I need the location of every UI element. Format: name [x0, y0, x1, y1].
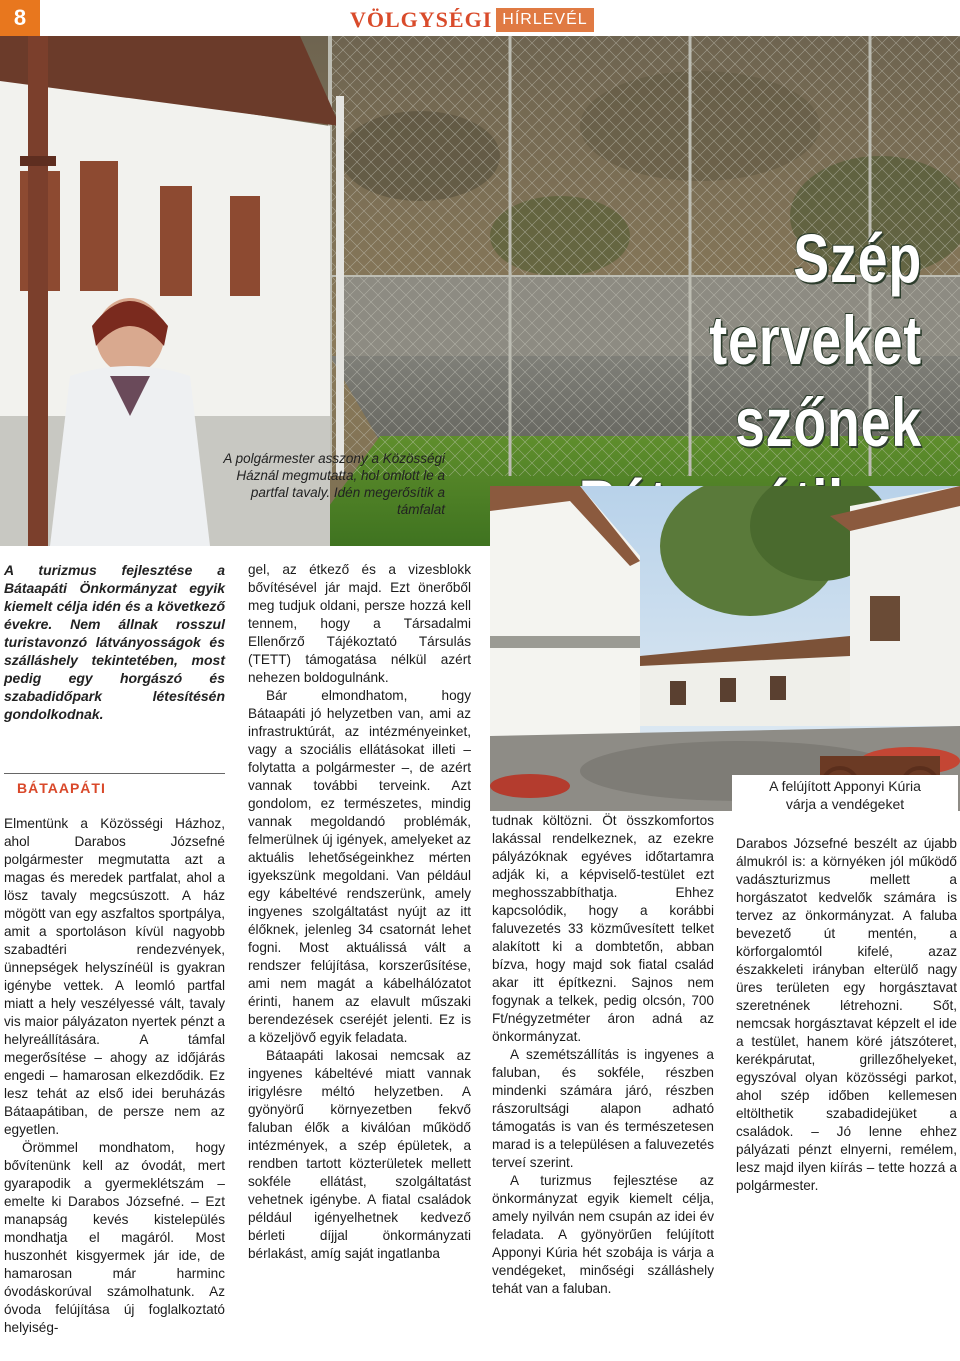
column-2 [248, 561, 471, 1263]
paragraph: gel, az étkező és a vizesblokk bővítésével jár majd. Ezt önerőből meg tudjuk oldani, persze hozzá kell tennem, hogy a Társadalmi Ellenőrző Tájékoztató Társulás (TETT) támogatása nélkül azért nehezen boldogulnánk. [248, 562, 471, 685]
column-3 [492, 812, 714, 1298]
column-1 [4, 815, 225, 1337]
headline: Szép terveket szőnek [709, 220, 922, 461]
photo-caption-right: A felújított Apponyi Kúria várja a vendégeket [732, 775, 958, 813]
manor-photo [490, 486, 960, 811]
paragraph: Darabos Józsefné beszélt az újabb álmukról is: a környéken jól működő vadászturizmus mellett a horgászatot kedvelők számára is tervez az önkormányzat. A faluba bevezető út mentén, a körforgalomtól kifelé, azaz északkeleti irányban elterülő nagy üres területen egy horgásztavat szeretnének létrehozni. Sőt, nemcsak horgásztavat képzelt el ide a testület, hanem köré játszóteret, kerékpárutat, grillezőhelyeket, egyszóval olyan közösségi parkot, ahol szép időben kellemesen eltölthetik szabadidejüket a családok. – Jó lenne ehhez pályázati pénzt elnyerni, remélem, lesz majd ilyen kiírás – tette hozzá a polgármester. [736, 836, 957, 1193]
masthead-subtitle: HÍRLEVÉL [496, 8, 593, 32]
lead-paragraph: A turizmus fejlesztése a Bátaapáti Önkormányzat egyik kiemelt célja idén és a következő évekre. Nem állnak rosszul turistavonzó látványosságok és szálláshely tekintetében, most pedig egy horgászó és szabadidőpark létesítésén gondolkodnak. [4, 562, 225, 722]
page-number: 8 [0, 0, 40, 36]
paragraph: Bár elmondhatom, hogy Bátaapáti jó helyzetben van, ami az infrastruktúrát, az intézményeinket, vagy a szociális ellátásokat illeti – folytatta a polgármester –, de azért vannak további terveink. Azt gondolom, ez természetes, mindig vannak megoldandó problémák, felmerülnek új igények, amelyeket az aktuális lehetőségeinkhez mérten igyekszünk megoldani. Van például egy kábeltévé rendszerünk, amely ingyenes szolgáltatást nyújt az itt élőknek, jelenleg 34 csatornát lehet fogni. Most aktuálissá vált a rendszer felújítása, korszerűsítése, ami nem magát a kábelhálózatot érinti, hanem az elavult műszaki berendezések cseréjét jelenti. Ez is a közeljövő egyik feladata. [248, 688, 471, 1045]
paragraph: A szemétszállítás is ingyenes a faluban, és sokféle, részben mindenki számára járó, részben rászorultsági alapon adható támogatás is van és természetesen marad is a településen a faluvezetés terveí szerint. [492, 1047, 714, 1170]
paragraph: Elmentünk a Közösségi Házhoz, ahol Darabos Józsefné polgármester megmutatta azt a magas és meredek partfalat, ahol a lösz tavaly megcsúszott. A ház mögött van egy aszfaltos sportpálya, amit a sportoláson kívül nagyobb szabadtéri rendezvények, ünnepségek helyszínéül is gyakran igénybe vettek. A leomló partfal miatt a hely veszélyessé vált, tavaly vis maior pályázaton nyertek pénzt a helyreállítására. A támfal megerősítése – ahogy az időjárás engedi – hamarosan elkezdődik. Ez lesz tehát az első idei beruházás Bátaapátiban, de persze nem az egyetlen. [4, 816, 225, 1137]
column-4 [736, 835, 957, 1195]
paragraph: tudnak költözni. Öt összkomfortos lakással rendelkeznek, az ezekre pályázóknak egyéves időtartamra adják ki, a képviselő-testület ezt meghosszabbíthatja. Ehhez kapcsolódik, hogy a korábbi faluvezetés 33 közművesített telket alakított ki a dombtetőn, abban bízva, hogy majd sok fiatal család akar itt építkezni. Sajnos nem fogynak a telkek, pedig olcsón, 700 Ft/négyzetméter áron adná az önkormányzat. [492, 813, 714, 1044]
dateline-rule [4, 773, 225, 774]
paragraph: Bátaapáti lakosai nemcsak az ingyenes kábeltévé miatt vannak irigylésre méltó helyzetben. A gyönyörű környezetben fekvő faluban élők a kiválóan működő intézmények, a szép épületek, a rendben tartott közterületek mellett sokféle ellátást, szolgáltatást vehetnek igénybe. A fiatal családok például igényelhetnek kedvező bérleti díjjal önkormányzati bérlakást, amíg saját ingatlanba [248, 1048, 471, 1261]
paragraph: Örömmel mondhatom, hogy bővítenünk kell az óvodát, mert gyarapodik a gyermeklétszám – emelte ki Darabos Józsefné. – Ezt manapság kevés kistelepülés mondhatja el magáról. Most huszonhét kisgyermek jár ide, de hamarosan már harminc óvodáskorúval számolhatunk. Az óvoda felújítása új foglalkoztató helyiség- [4, 1140, 225, 1335]
dateline: BÁTAAPÁTI [17, 780, 106, 796]
photo-caption-top: A polgármester asszony a Közösségi Háznál megmutatta, hol omlott le a partfal tavaly. Idén megerősítik a támfalat [223, 451, 445, 517]
masthead-title: VÖLGYSÉGI [350, 7, 493, 32]
paragraph: A turizmus fejlesztése az önkormányzat egyik kiemelt célja, amely nyilván nem csupán az idei év feladata. A gyönyörűen felújított Apponyi Kúria hét szobája is várja a vendégeket, minőségi szálláshely tehát van a faluban. [492, 1173, 714, 1296]
masthead [350, 6, 594, 34]
